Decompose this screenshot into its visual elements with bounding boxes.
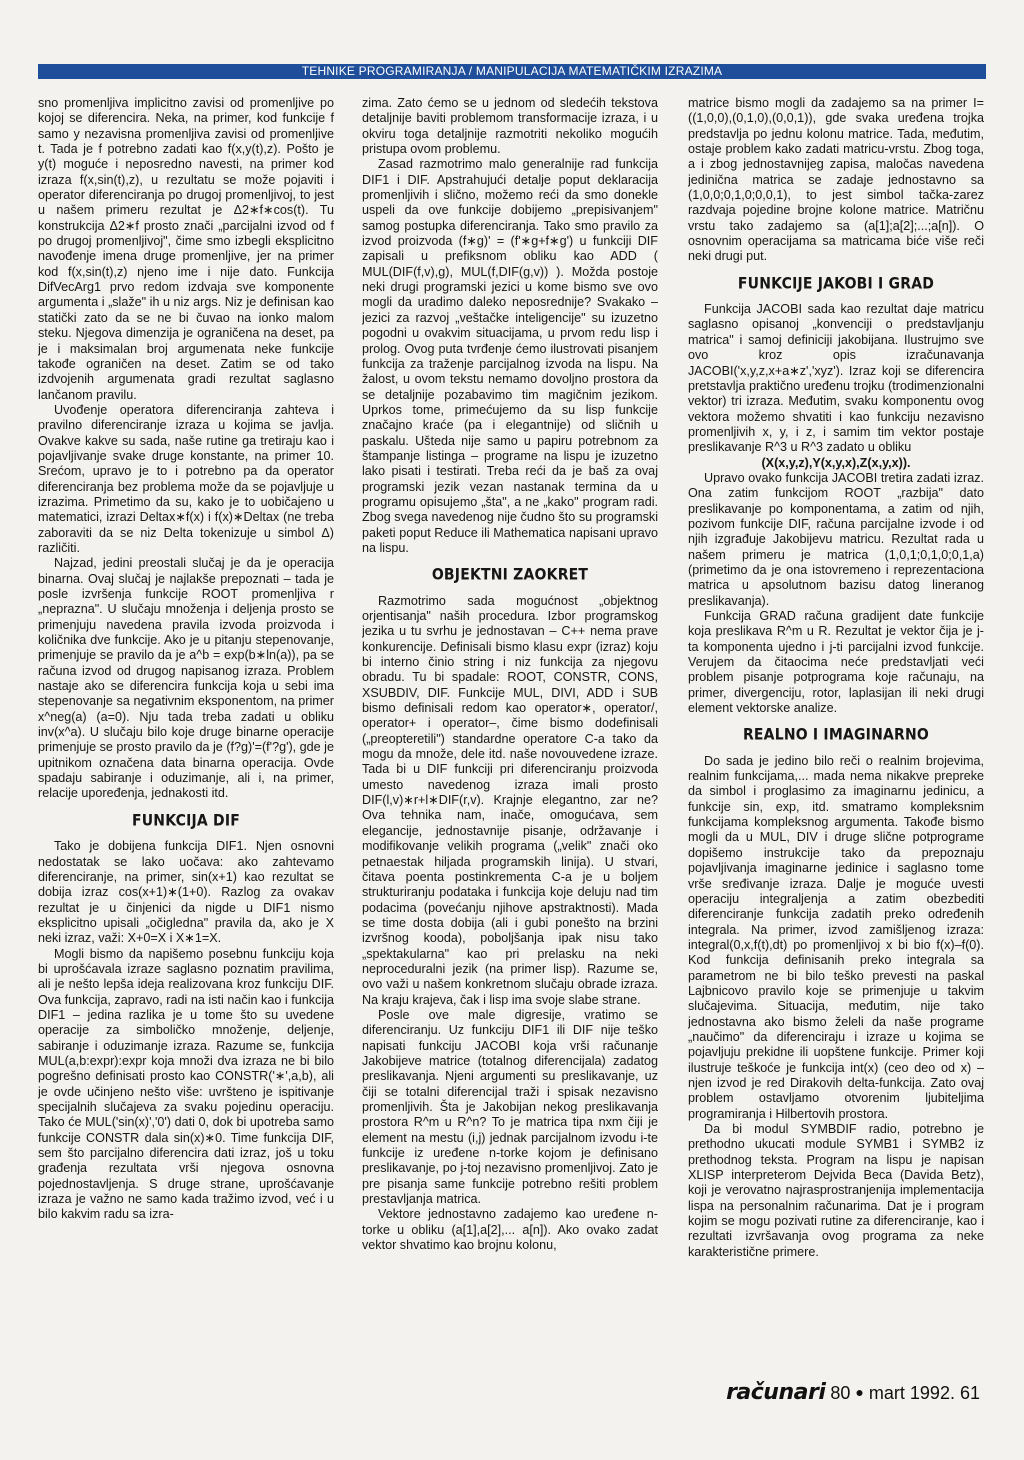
paragraph: Razmotrimo sada mogućnost „objektnog orjentisanja" naših procedura. Izbor programskog jezika u tu svrhu je jednostavan – C++ nema prave konkurencije. Definisali bismo klasu expr (izraz) koju bi interno činio string i niz funkcija za njegovu obradu. Tu bi spadale: ROOT, CONSTR, CONS, XSUBDIV, DIF. Funkcije MUL, DIVI, ADD i SUB bismo definisali redom kao operator∗, operator/, operator+ i operator–, čime bismo dodefinisali („preopteretili") standardne operatore C-a tako da mogu da množe, dele itd. naše novouvedene izraze. Tada bi u DIF funkciji pri diferenciranju proizvoda umesto navedenog izraza imali prosto DIF(l,v)∗r+l∗DIF(r,v). Krajnje elegantno, zar ne? Ova tehnika nam, inače, omogućava, sem elegancije, jednostavnije pisanje, održavanje i modifikovanje velikih programa („velik" znači oko petnaestak hiljada programskih linija). U stvari, čitava poenta postinkrementa C-a je u boljem strukturiranju podataka i funkcija koje deluju nad tim podacima (povećanju njihove apstraktnosti). Mada se time dosta dobija (ali i gubi ponešto na brzini izvršnog kooda), poboljšanja ipak nisu tako „spektakularna" kao pri prelasku na neki neproceduralni jezik (na primer lisp). Razume se, ovo važi u našem konkretnom slučaju obrade izraza. Na kraju krajeva, čak i lisp ima svoje slabe strane. — [362, 593, 658, 1007]
paragraph: Posle ove male digresije, vratimo se diferenciranju. Uz funkciju DIF1 ili DIF nije teško napisati funkciju JACOBI koja vrši računanje Jakobijeve matrice (totalnog diferencijala) zadatog preslikavanja. Njeni argumenti su preslikavanje, uz čiji se totalni diferencijal traži i spisak nezavisno promenljivih. Šta je Jakobijan nekog preslikavanja prostora R^m u R^n? To je matrica tipa nxm čiji je element na mestu (i,j) jednak parcijalnom izvodu i-te funkcije iz uređene n-torke kojom je definisano preslikavanje, po j-toj nezavisno promenljivoj. Zato je pre pisanja same funkcije potrebno rešiti problem prestavljanja matrica. — [362, 1007, 658, 1207]
paragraph: matrice bismo mogli da zadajemo sa na primer I=((1,0,0),(0,1,0),(0,0,1)), gde svaka uređena trojka predstavlja po jednu kolonu matrice. Tada, međutim, ostaje problem kako zadati matricu-vrstu. Zbog toga, a i zbog jednostavnijeg zapisa, maločas navedena jedinična matrica se zadaje jednostavno sa (1,0,0;0,1,0;0,0,1), to jest simbol tačka-zarez razdvaja pojedine brojne kolone matrice. Matričnu vrstu tako zadajemo sa (a[1];a[2];...;a[n]). O osnovnim operacijama sa matricama biće više reči neki drugi put. — [688, 96, 984, 264]
page-footer — [726, 1380, 980, 1405]
paragraph: Do sada je jedino bilo reči o realnim brojevima, realnim funkcijama,... mada nema nikakve prepreke da simbol i proglasimo za imaginarnu jedinicu, a funkcije sin, exp, itd. smatramo kompleksnim funkcijama kompleksnog argumenta. Takođe bismo mogli da u MUL, DIV i druge slične potprograme dopišemo instrukcije tako da prepoznaju pojavljivanja imaginarne jedinice i saglasno tome vrše sređivanje izraza. Dalje je moguće uvesti operaciju integraljenja a zatim obezbediti diferenciranje funkcija zadatih preko određenih integrala. Na primer, izvod zamišljenog izraza: integral(0,x,f(t),dt) po promenljivoj x bi bio f(x)–f(0). Kod funkcija definisanih preko integrala sa parametrom ne bi bilo teško prevesti na paskal Lajbnicovo pravilo koje se primenjuje u takvim slučajevima. Situacija, međutim, nije tako jednostavna ako bismo želeli da naše programe „naučimo" da diferenciraju i izraze u kojima se pojavljuju prekidne ili uopštene funkcije. Primer koji ilustruje teškoće je funkcija int(x) (ceo deo od x) – njen izvod je red Dirakovih delta-funkcija. Zato ovaj problem ostavljamo otvorenim ljubiteljima programiranja i Hilbertovih prostora. — [688, 753, 984, 1121]
paragraph: sno promenljiva implicitno zavisi od promenljive po kojoj se diferencira. Neka, na primer, kod funkcije f samo y nezavisna promenljiva zavisi od promenljive t. Tada je f potrebno zadati kao f(x,y(t),z). Pošto je y(t) moguće i neposredno navesti, na primer kod izraza f(x,sin(t),z), u rezultatu se može pojaviti i operator diferenciranja po drugoj promenljivoj, to jest u našem primeru rezultat je Δ2∗f∗cos(t). Tu konstrukcija Δ2∗f prosto znači „parcijalni izvod od f po drugoj promenljivoj", čime smo izbegli eksplicitno navođenje imena druge promenljive, jer na primer kod f(x,sin(t),z) njeno ime i nije dato. Funkcija DifVecArg1 prvo redom izdvaja sve komponente argumenta i „slaže" ih u niz args. Niz je definisan kao statički zato da se ne bi čuvao na ionko malom steku. Njegova dimenzija je ograničena na deset, pa je i maksimalan broj argumenata neke funkcije takođe ograničen na deset. Zatim se od tako izdvojenih argumenata gradi rezultat saglasno lančanom pravilu. — [38, 96, 334, 402]
section-heading-realno-imaginarno: REALNO I IMAGINARNO — [742, 726, 930, 745]
page-number: 61 — [959, 1383, 980, 1403]
paragraph: Funkcija GRAD računa gradijent date funkcije koja preslikava R^m u R. Rezultat je vektor čija je j-ta komponenta ujedno i j-ti parcijalni izvod funkcije. Verujem da čitaocima neće predstavljati veći problem pisanje potprograma koje računaju, na primer, divergenciju, rotor, laplasijan ili neki drugi element vektorske analize. — [688, 609, 984, 716]
section-heading-funkcije-jakobi: FUNKCIJE JAKOBI I GRAD — [737, 274, 935, 293]
paragraph: Najzad, jedini preostali slučaj je da je operacija binarna. Ovaj slučaj je najlakše prepoznati – tada je posle izvršenja funkcije ROOT promenljiva r „neprazna". U slučaju množenja i deljenja prosto se primenjuju navedena pravila izvoda proizvoda i količnika dve funkcije. Ako je u pitanju stepenovanje, primenjuje se pravilo da je a^b = exp(b∗ln(a)), pa se računa izvod od drugog napisanog izraza. Problem nastaje ako se diferencira funkcija koja u sebi ima stepenovanje sa negativnim eksponentom, na primer x^neg(a) (a=0). Nju tada treba zadati u obliku inv(x^a). U slučaju bilo koje druge binarne operacije primenjuje se prosto pravilo da je (f?g)'=(f'?g'), gde je upitnikom označena data binarna operacija. Ovde spadaju sabiranje i oduzimanje, ali i, na primer, relacije upoređenja, jednakosti itd. — [38, 556, 334, 801]
section-heading-funkcija-dif: FUNKCIJA DIF — [131, 811, 241, 830]
magazine-logo: računari — [726, 1380, 826, 1405]
paragraph: Funkcija JACOBI sada kao rezultat daje matricu saglasno opisanoj „konvenciji o predstavljanju matrica" i samoj definiciji jakobijana. Ilustrujmo sve ovo kroz opis izračunavanja JACOBI('x,y,z,x+a∗z','xyz'). Izraz koji se diferencira pretstavlja praktično uređenu trojku (trodimenzionalni vektor) tri izraza. Međutim, svaku komponentu ovog vektora možemo shvatiti i kao funkciju nezavisno promenljivih x, y, i z, i samim tim vektor postaje preslikavanje R^3 u R^3 zadato u obliku — [688, 302, 984, 455]
text-column-1 — [38, 96, 334, 1392]
paragraph: Zasad razmotrimo malo generalnije rad funkcija DIF1 i DIF. Apstrahujući detalje poput deklaracija promenljivih i slično, možemo reći da smo donekle uspeli da ove funkcije dobijemo „prepisivanjem" samog postupka diferenciranja. Tako smo pravilo za izvod proizvoda (f∗g)' = (f'∗g+f∗g') u funkciji DIF zapisali u prefiksnom obliku kao ADD ( MUL(DIF(f,v),g), MUL(f,DIF(g,v)) ). Možda postoje neki drugi programski jezici u kome bismo sve ovo mogli da uradimo daleko neposrednije? Svakako – jezici za razvoj „veštačke inteligencije" su izuzetno pogodni u ovakvim situacijama, u prvom redu lisp i prolog. Ovog puta tvrđenje ćemo ilustrovati pisanjem funkcija za traženje parcijalnog izvoda na lispu. Na žalost, u ovom tekstu nemamo dovoljno prostora da se detaljnije pozabavimo tim magičnim jezikom. Uprkos tome, primećujemo da su lisp funkcije značajno kraće (pa i elegantnije) od sličnih u paskalu. Uštedа nije samo u papiru potrebnom za štampanje listinga – programe na lispu je izuzetno lako pisati i testirati. Treba reći da je baš za ovaj programski jezik vezan nastanak termina da u programu opisujemo „šta", a ne „kako" program radi. Zbog svega navedenog nije čudno što su programski paketi poput Reduce ili Mathematica napisani upravo na lispu. — [362, 157, 658, 555]
paragraph: Upravo ovako funkcija JACOBI tretira zadati izraz. Ona zatim funkcijom ROOT „razbija" dato preslikavanje po komponentama, a zatim od njih, pozivom funkcije DIF, računa parcijalne izvode i od njih izgrađuje Jakobijevu matricu. Rezultat rada u našem primeru je matrica (1,0,1;0,1,0;0,1,a) (primetimo da je ona istovremeno i reprezentaciona matrica u apsolutnom bazisu datog lineranog preslikavanja). — [688, 470, 984, 608]
paragraph: Mogli bismo da napišemo posebnu funkciju koja bi uprošćavala izraze saglasno poznatim pravilima, ali je nešto lepša ideja realizovana kroz funkciju DIF. Ova funkcija, zapravo, radi na isti način kao i funkcija DIF1 – jedina razlika je u tome što su uvedene operacije za simboličko množenje, deljenje, sabiranje i oduzimanje izraza. Razume se, funkcija MUL(a,b:expr):expr koja množi dva izraza ne bi bilo pogrešno definisati prosto kao CONSTR('∗',a,b), ali je ovde učinjeno nešto više: uvršteno je ispitivanje specijalnih slučajeva za svaku pojedinu operaciju. Tako će MUL('sin(x)','0') dati 0, dok bi upotreba samo funkcije CONSTR dala sin(x)∗0. Time funkcija DIF, sem što parcijalno diferencira dati izraz, još u toku građenja rezultata vrši njegova osnovna pojednostavljenja. S druge strane, uprošćavanje izraza je važno ne samo kada tražimo izvod, već i u bilo kakvim radu sa izra- — [38, 946, 334, 1222]
paragraph: Vektore jednostavno zadajemo kao uređene n-torke u obliku (a[1],a[2],... a[n]). Ako ovako zadat vektor shvatimo kao brojnu kolonu, — [362, 1207, 658, 1253]
formula-line: (X(x,y,z),Y(x,y,x),Z(x,y,x)). — [761, 455, 911, 470]
paragraph: Tako je dobijena funkcija DIF1. Njen osnovni nedostatak se lako uočava: ako zahtevamo diferenciranje, na primer, sin(x+1) kao rezultat se dobija izraz cos(x+1)∗(1+0). Razlog za ovakav rezultat je u činjenici da nigde u DIF1 nismo eksplicitno upisali „očigledna" pravila da, ako je X neki izraz, važi: X+0=X i X∗1=X. — [38, 839, 334, 946]
section-heading-objektni-zaokret: OBJEKTNI ZAOKRET — [431, 566, 589, 585]
issue-number: 80 — [830, 1383, 851, 1403]
section-header-bar — [38, 64, 986, 79]
paragraph: zima. Zato ćemo se u jednom od sledećih tekstova detaljnije baviti problemom transformacije izraza, i u okviru toga detaljnije razmotriti nekoliko mogućih pristupa ovom problemu. — [362, 96, 658, 157]
text-column-3 — [688, 96, 984, 1392]
paragraph: Uvođenje operatora diferenciranja zahteva i pravilno diferenciranje izraza u kojima se javlja. Ovakve kakve su sada, naše rutine ga tretiraju kao i pojavljivanje svake druge konstante, na primer 10. Srećom, upravo je to i potrebno pa da operator diferenciranja bez problema može da se pojavljuje u izrazima. Primetimo da su, kako je to uobičajeno u matematici, izrazi Deltax∗f(x) i f(x)∗Deltax (ne treba zaboraviti da se niz Delta tokenizuje u simbol Δ) različiti. — [38, 402, 334, 555]
bullet-separator: ● — [855, 1384, 864, 1400]
header-title: TEHNIKE PROGRAMIRANJA / MANIPULACIJA MATEMATIČKIM IZRAZIMA — [301, 64, 723, 78]
issue-date: mart 1992. — [868, 1383, 955, 1403]
text-column-2 — [362, 96, 658, 1392]
paragraph: Da bi modul SYMBDIF radio, potrebno je prethodno ukucati module SYMB1 i SYMB2 iz prethodnog teksta. Program na lispu je napisan XLISP interpreterom Dejvida Beca (Davida Betz), koji je verovatno najrasprostranjenija implementacija lispa na personalnim računarima. Dat je i program kojim se mogu pozivati rutine za diferenciranje, kao i rezultati izvršavanja ovog programa za neke karakteristične primere. — [688, 1122, 984, 1259]
